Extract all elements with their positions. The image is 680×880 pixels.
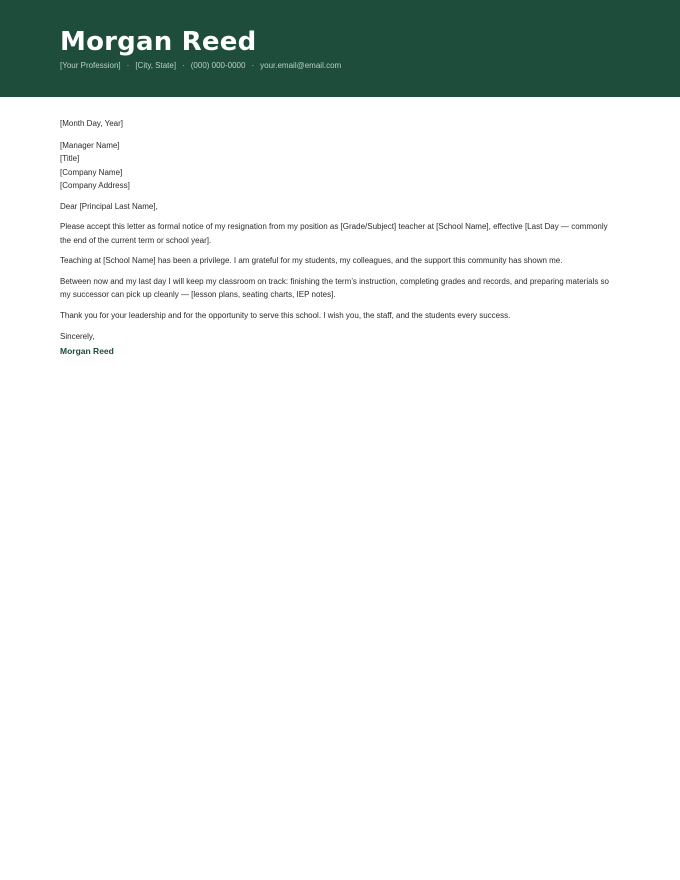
recipient-company-address: [Company Address] xyxy=(60,181,130,190)
signature: Morgan Reed xyxy=(60,345,114,356)
salutation: Dear [Principal Last Name], xyxy=(60,201,158,211)
contact-phone: (000) 000-0000 xyxy=(190,61,246,70)
paragraph-transition-plan: Between now and my last day I will keep my classroom on track: finishing the term’s instruction, completing grades and records, and preparing materials so my successor can pick up cleanly — [lesson plans, seating charts, IEP notes]. xyxy=(60,276,609,299)
contact-profession: [Your Profession] xyxy=(60,61,121,70)
letter-body xyxy=(60,117,620,358)
recipient-company-name: [Company Name] xyxy=(60,167,123,177)
paragraph-resignation-notice: Please accept this letter as formal notice of my resignation from my position as [Grade/Subject] teacher at [School Name], effective [Last Day — commonly the end of the current term or school year]. xyxy=(60,222,608,245)
contact-separator: · xyxy=(126,61,130,70)
contact-line xyxy=(60,60,341,71)
contact-location: [City, State] xyxy=(135,61,177,70)
contact-email: your.email@email.com xyxy=(260,61,342,70)
contact-separator: · xyxy=(182,61,185,70)
closing: Sincerely, xyxy=(60,332,95,341)
recipient-block xyxy=(60,139,620,193)
paragraph-thanks: Thank you for your leadership and for the opportunity to serve this school. I wish you, the staff, and the students every success. xyxy=(60,310,511,320)
letter-date: [Month Day, Year] xyxy=(60,119,123,128)
recipient-manager-name: [Manager Name] xyxy=(60,140,120,150)
paragraph-gratitude: Teaching at [School Name] has been a privilege. I am grateful for my students, my colleagues, and the support this community has shown me. xyxy=(60,256,563,265)
letterhead-banner xyxy=(0,0,680,97)
recipient-title: [Title] xyxy=(60,154,80,163)
contact-separator: · xyxy=(251,61,255,70)
sender-name: Morgan Reed xyxy=(60,27,257,57)
